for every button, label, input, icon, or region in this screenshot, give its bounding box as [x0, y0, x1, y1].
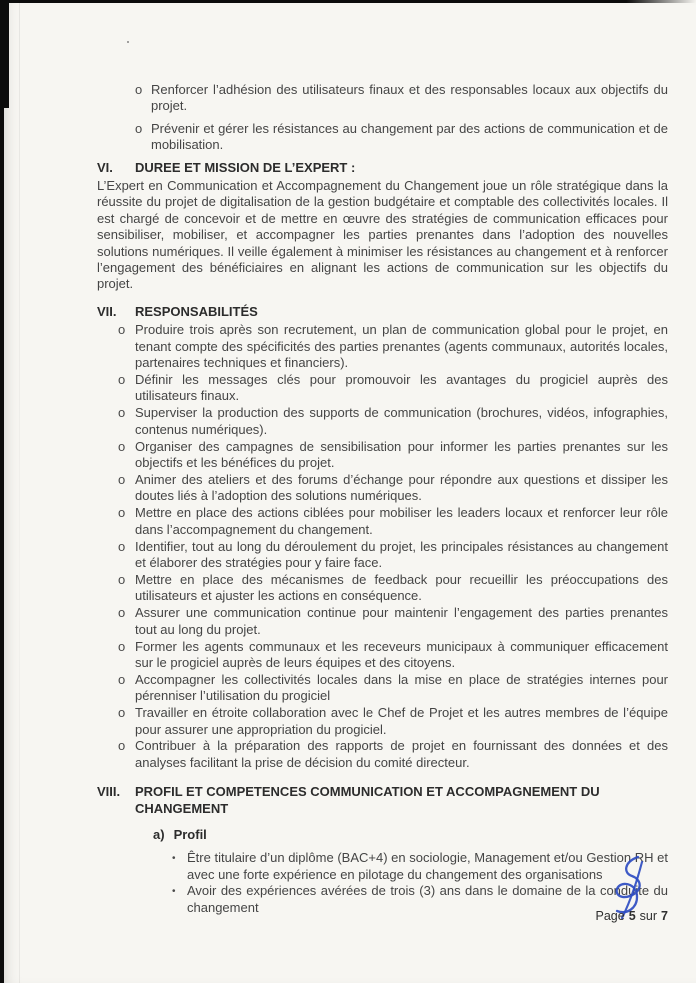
- circle-bullet-marker: o: [118, 322, 126, 338]
- list-item: [97, 439, 668, 472]
- responsibilities-list: [97, 322, 668, 771]
- footer-prefix: Page: [595, 909, 625, 923]
- list-item: [97, 605, 668, 638]
- list-item: [97, 639, 668, 672]
- list-item-text: Animer des ateliers et des forums d’échange pour répondre aux questions et dissiper les doutes liés à l’adoption des solutions numériques.: [135, 471, 668, 504]
- circle-bullet-marker: o: [118, 538, 126, 554]
- section-number: VIII.: [97, 784, 121, 800]
- footer-total-pages: 7: [661, 909, 668, 923]
- circle-bullet-marker: o: [118, 738, 126, 754]
- list-item-text: Organiser des campagnes de sensibilisation pour informer les parties prenantes sur les objectifs et les bénéfices du projet.: [135, 438, 668, 471]
- list-item-text: Former les agents communaux et les receveurs municipaux à communiquer efficacement sur le progiciel auprès de leurs équipes et des citoyens.: [135, 638, 668, 670]
- list-item-text: Contribuer à la préparation des rapports de projet en fournissant des données et des analyses facilitant la prise de décision du comité directeur.: [135, 738, 668, 770]
- footer-page-number: 5: [628, 909, 636, 923]
- list-item-text: Mettre en place des mécanismes de feedback pour recueillir les préoccupations des utilisateurs et ajuster les actions en conséquence.: [135, 571, 668, 604]
- circle-bullet-marker: o: [118, 671, 126, 687]
- section-title: RESPONSABILITÉS: [135, 303, 258, 319]
- circle-bullet-marker: o: [118, 571, 126, 587]
- footer-separator: sur: [639, 909, 658, 923]
- section-vii-heading: [97, 304, 668, 320]
- circle-bullet-marker: o: [135, 82, 143, 97]
- list-item: [97, 705, 668, 738]
- list-item: [97, 738, 668, 771]
- list-item-text: Prévenir et gérer les résistances au changement par des actions de communication et de mobilisation.: [151, 120, 668, 153]
- list-item: [97, 472, 668, 505]
- list-item-text: Produire trois après son recrutement, un plan de communication global pour le projet, en tenant compte des spécificités des parties prenantes (agents communaux, autorités locales, partenaires techniques et financiers).: [135, 322, 668, 371]
- list-item: [97, 405, 668, 438]
- section-vi-paragraph: L’Expert en Communication et Accompagnement du Changement joue un rôle stratégique dans la réussite du projet de digitalisation de la gestion budgétaire et comptable des collectivités locales. Il est chargé de concevoir et de mettre en œuvre des stratégies de communication efficaces pour sensibiliser, mobiliser, et accompagner les parties prenantes dans l’adoption des nouvelles solutions numériques. Il veille également à minimiser les résistances au changement et à renforcer l’engagement des bénéficiaires en alignant les actions de communication sur les objectifs du projet.: [97, 178, 668, 292]
- section-vi-heading: [97, 160, 668, 176]
- list-item: [97, 572, 668, 605]
- list-item: [97, 539, 668, 572]
- list-item: [97, 883, 668, 916]
- list-item-text: Renforcer l’adhésion des utilisateurs finaux et des responsables locaux aux objectifs du projet.: [151, 82, 668, 114]
- list-item: [97, 82, 668, 115]
- subsection-profil-heading: [153, 827, 668, 843]
- intro-bullet-list: [97, 82, 668, 154]
- circle-bullet-marker: o: [118, 438, 126, 454]
- list-item-text: Assurer une communication continue pour maintenir l’engagement des parties prenantes tout au long du projet.: [135, 605, 668, 637]
- list-item-text: Mettre en place des actions ciblées pour mobiliser les leaders locaux et renforcer leur rôle dans l’accompagnement du changement.: [135, 505, 668, 537]
- circle-bullet-marker: o: [135, 120, 143, 136]
- section-title: DUREE ET MISSION DE L’EXPERT :: [135, 159, 356, 175]
- profil-bullet-list: [97, 850, 668, 916]
- list-item: [97, 121, 668, 154]
- circle-bullet-marker: o: [118, 405, 126, 421]
- list-item-text: Définir les messages clés pour promouvoir les avantages du progiciel auprès des utilisateurs finaux.: [135, 372, 668, 404]
- list-item-text: Accompagner les collectivités locales dans la mise en place de stratégies internes pour pérenniser l’utilisation du progiciel: [135, 671, 668, 704]
- list-item-text: Identifier, tout au long du déroulement du projet, les principales résistances au changement et élaborer des stratégies pour y faire face.: [135, 538, 668, 570]
- circle-bullet-marker: o: [118, 471, 126, 487]
- circle-bullet-marker: o: [118, 372, 126, 387]
- circle-bullet-marker: o: [118, 705, 126, 721]
- circle-bullet-marker: o: [118, 605, 126, 621]
- subsection-title: Profil: [173, 827, 207, 843]
- list-item: [97, 672, 668, 705]
- section-viii-heading: [97, 784, 668, 817]
- section-title: PROFIL ET COMPETENCES COMMUNICATION ET ACCOMPAGNEMENT DU CHANGEMENT: [135, 784, 600, 816]
- list-item-text: Superviser la production des supports de communication (brochures, vidéos, infographies, contenus numériques).: [135, 405, 668, 437]
- section-number: VII.: [97, 303, 117, 319]
- dot-bullet-marker: •: [172, 853, 176, 865]
- list-item-text: Être titulaire d’un diplôme (BAC+4) en sociologie, Management et/ou Gestion RH et avec une forte expérience en pilotage du changement des organisations: [187, 850, 668, 882]
- list-item: [97, 505, 668, 538]
- dot-bullet-marker: •: [172, 886, 176, 898]
- section-number: VI.: [97, 159, 113, 175]
- list-item-text: Avoir des expériences avérées de trois (3) ans dans le domaine de la conduite du changement: [187, 883, 668, 915]
- list-item: [97, 372, 668, 405]
- circle-bullet-marker: o: [118, 505, 126, 521]
- page-footer: [596, 908, 668, 924]
- list-item: [97, 850, 668, 883]
- subsection-label: a): [153, 827, 165, 843]
- list-item: [97, 322, 668, 371]
- circle-bullet-marker: o: [118, 638, 126, 654]
- list-item-text: Travailler en étroite collaboration avec le Chef de Projet et les autres membres de l’équipe pour assurer une appropriation du progiciel.: [135, 705, 668, 737]
